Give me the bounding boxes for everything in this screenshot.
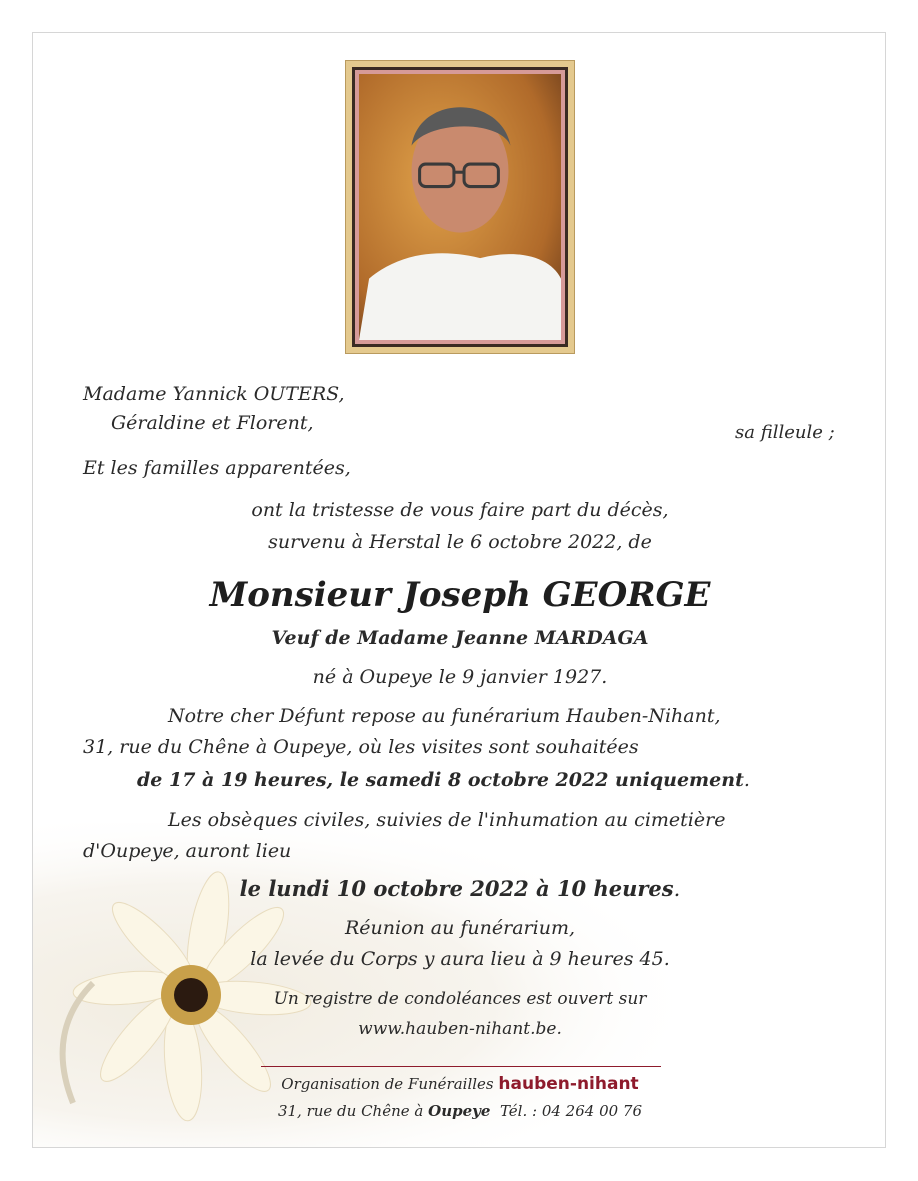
- register-line: Un registre de condoléances est ouvert sur: [273, 989, 647, 1009]
- visits-line-1: Notre cher Défunt repose au funérarium Hauben-Nihant,: [168, 705, 721, 727]
- footer-organisation: Organisation de Funérailles hauben-nihant: [281, 1074, 639, 1094]
- family-line-2: Géraldine et Florent,: [111, 412, 314, 434]
- footer-address: 31, rue du Chêne à Oupeye Tél. : 04 264 00 76: [277, 1102, 643, 1120]
- brand-logo: hauben-nihant: [498, 1074, 639, 1094]
- deceased-birth: né à Oupeye le 9 janvier 1927.: [312, 666, 608, 688]
- portrait-photo: [359, 74, 561, 340]
- funeral-meeting-1: Réunion au funérarium,: [344, 917, 576, 939]
- announcement-line-2: survenu à Herstal le 6 octobre 2022, de: [268, 531, 652, 553]
- funeral-line-1: Les obsèques civiles, suivies de l'inhumation au cimetière: [168, 809, 726, 831]
- footer-divider: [261, 1066, 661, 1067]
- portrait-frame: [345, 60, 575, 354]
- obituary-card: [32, 32, 886, 1148]
- announcement-line-1: ont la tristesse de vous faire part du décès,: [251, 499, 669, 521]
- family-line-1: Madame Yannick OUTERS,: [83, 383, 345, 405]
- register-url[interactable]: www.hauben-nihant.be.: [358, 1019, 562, 1039]
- deceased-spouse: Veuf de Madame Jeanne MARDAGA: [271, 627, 649, 649]
- flower-decoration: [33, 823, 886, 1148]
- visits-line-3: de 17 à 19 heures, le samedi 8 octobre 2022 uniquement.: [137, 769, 750, 791]
- family-line-3: Et les familles apparentées,: [83, 457, 351, 479]
- family-relation: sa filleule ;: [735, 422, 835, 443]
- funeral-meeting-2: la levée du Corps y aura lieu à 9 heures 45.: [250, 948, 670, 970]
- deceased-name: Monsieur Joseph GEORGE: [209, 575, 711, 615]
- funeral-line-2: d'Oupeye, auront lieu: [83, 840, 292, 862]
- funeral-date: le lundi 10 octobre 2022 à 10 heures.: [239, 876, 681, 901]
- visits-line-2: 31, rue du Chêne à Oupeye, où les visites sont souhaitées: [83, 736, 639, 758]
